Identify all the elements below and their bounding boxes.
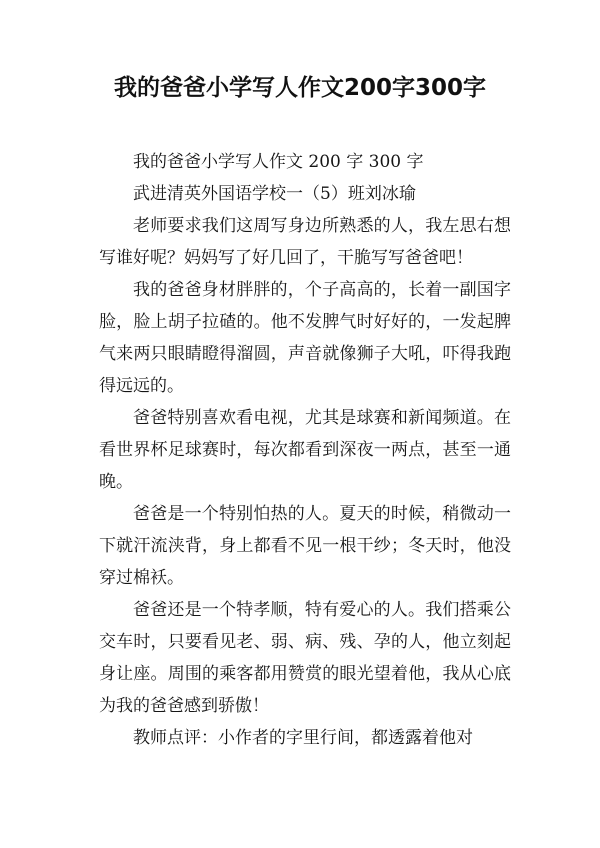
paragraph-kindness: 爸爸还是一个特孝顺，特有爱心的人。我们搭乘公交车时，只要看见老、弱、病、残、孕的人，他立刻起身让座。周围的乘客都用赞赏的眼光望着他，我从心底为我的爸爸感到骄傲！: [99, 600, 511, 716]
document-title: 我的爸爸小学写人作文200字300字: [113, 75, 487, 101]
paragraph-tv: 爸爸特别喜欢看电视，尤其是球赛和新闻频道。在看世界杯足球赛时，每次都看到深夜一两点，甚至一通晚。: [99, 408, 511, 492]
paragraph-heat: 爸爸是一个特别怕热的人。夏天的时候，稍微动一下就汗流浃背，身上都看不见一根干纱；冬天时，他没穿过棉袄。: [99, 504, 511, 588]
document-body: [99, 146, 511, 754]
author-line: 武进清英外国语学校一（5）班刘冰瑜: [133, 184, 416, 204]
paragraph-teacher-comment: 教师点评：小作者的字里行间，都透露着他对: [133, 728, 473, 748]
subtitle-line: 我的爸爸小学写人作文 200 字 300 字: [133, 152, 424, 172]
paragraph-intro: 老师要求我们这周写身边所熟悉的人，我左思右想写谁好呢？妈妈写了好几回了，干脆写写爸爸吧！: [99, 216, 511, 268]
paragraph-appearance: 我的爸爸身材胖胖的，个子高高的，长着一副国字脸，脸上胡子拉碴的。他不发脾气时好好的，一发起脾气来两只眼睛瞪得溜圆，声音就像狮子大吼，吓得我跑得远远的。: [99, 280, 511, 396]
